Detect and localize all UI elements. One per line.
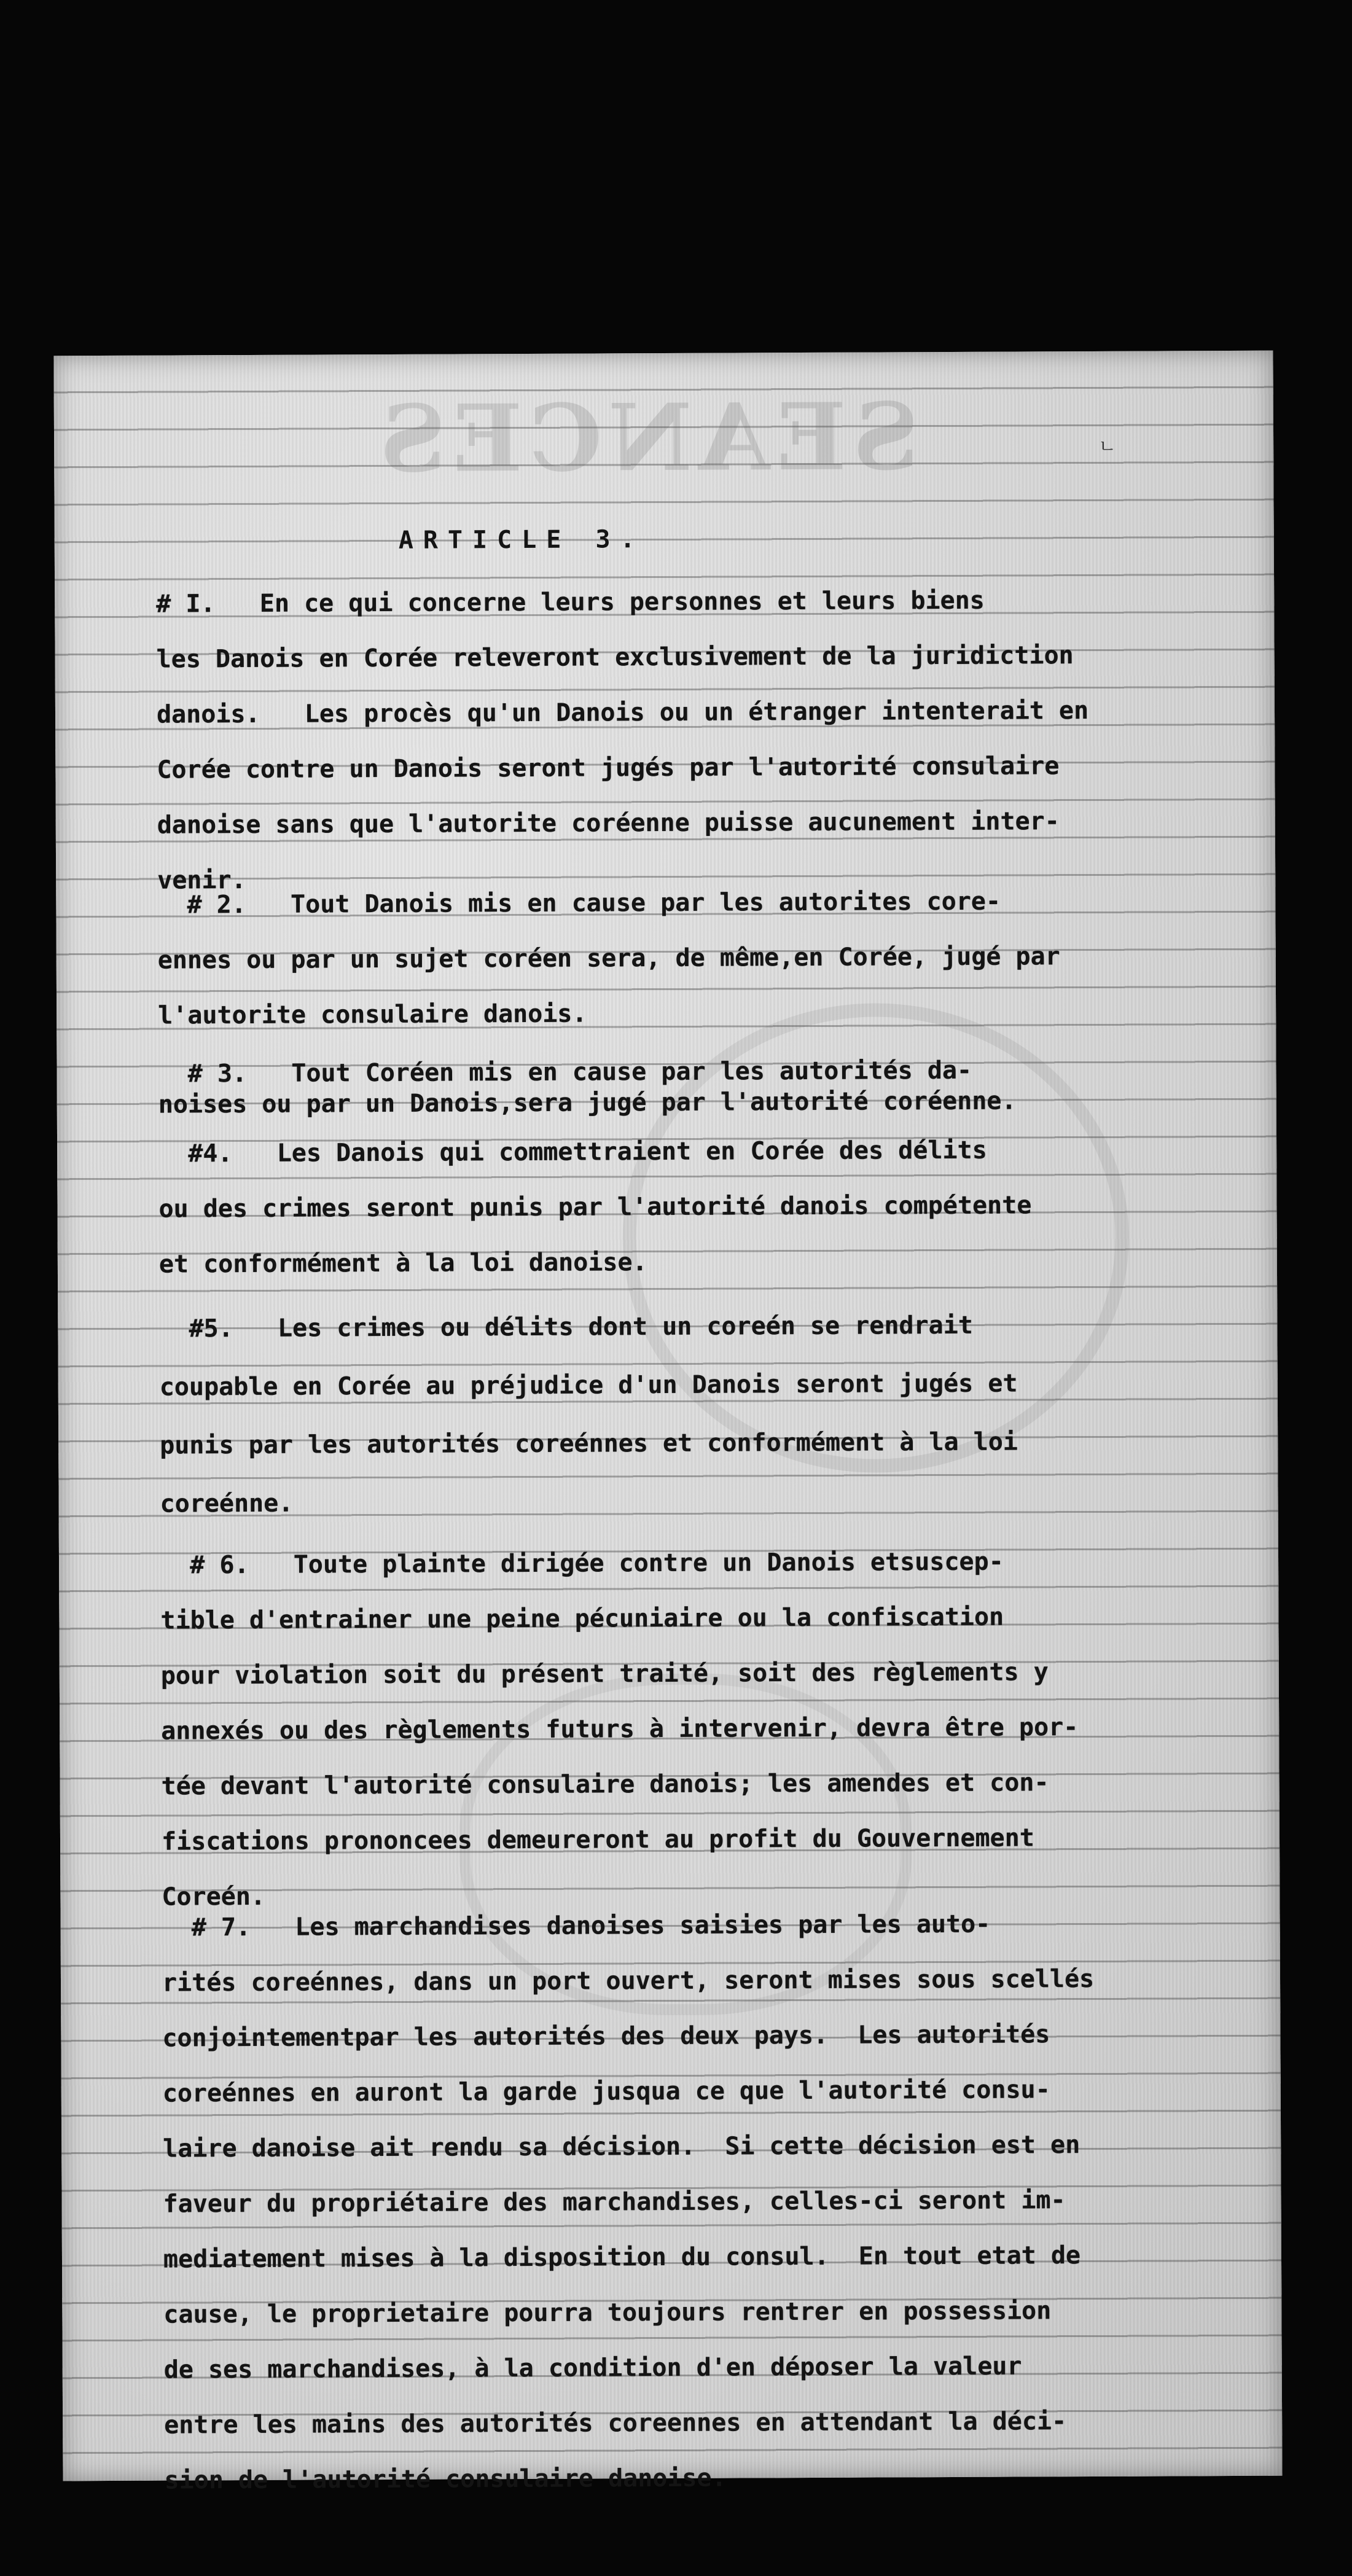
text-line: # 2. Tout Danois mis en cause par les autorites core- — [157, 887, 1001, 919]
text-line: Coreén. — [162, 1882, 266, 1911]
bleed-through-stamp: SEANCES — [373, 383, 920, 494]
text-line: tible d'entrainer une peine pécuniaire ou la confiscation — [160, 1602, 1004, 1635]
text-line: danoise sans que l'autorite coréenne puisse aucunement inter- — [157, 807, 1060, 840]
article-title: ARTICLE 3. — [398, 525, 645, 555]
text-line: # 6. Toute plainte dirigée contre un Danois etsuscep- — [160, 1547, 1004, 1580]
text-line: sion de l'autorité consulaire danoise. — [164, 2464, 727, 2495]
text-line: coupable en Corée au préjudice d'un Danois seront jugés et — [159, 1369, 1018, 1402]
text-line: Corée contre un Danois seront jugés par l'autorité consulaire — [157, 752, 1060, 784]
text-line: ennes ou par un sujet coréen sera, de même,en Corée, jugé par — [157, 942, 1060, 975]
text-line: mediatement mises à la disposition du consul. En tout etat de — [163, 2241, 1081, 2274]
text-line: noises ou par un Danois,sera jugé par l'autorité coréenne. — [158, 1087, 1017, 1119]
text-line: laire danoise ait rendu sa décision. Si cette décision est en — [163, 2131, 1080, 2163]
text-line: coreénne. — [160, 1489, 294, 1518]
text-line: et conformément à la loi danoise. — [158, 1248, 647, 1279]
text-line: ou des crimes seront punis par l'autorité danois compétente — [158, 1191, 1032, 1224]
text-line: # 3. Tout Coréen mis en cause par les autorités da- — [158, 1056, 972, 1088]
text-line: #5. Les crimes ou délits dont un coreén se rendrait — [159, 1311, 973, 1343]
text-line: pour violation soit du présent traité, soit des règlements y — [160, 1658, 1049, 1690]
text-line: fiscations prononcees demeureront au profit du Gouvernement — [161, 1824, 1034, 1856]
document-sheet — [53, 351, 1282, 2495]
text-line: entre les mains des autorités coreennes en attendant la déci- — [164, 2407, 1067, 2440]
text-line: cause, le proprietaire pourra toujours rentrer en possession — [163, 2297, 1052, 2329]
text-line: coreénnes en auront la garde jusqua ce que l'autorité consu- — [162, 2075, 1050, 2108]
text-line: venir. — [157, 865, 246, 895]
text-line: rités coreénnes, dans un port ouvert, seront mises sous scellés — [162, 1964, 1095, 1997]
text-line: # I. En ce qui concerne leurs personnes et leurs biens — [156, 586, 985, 619]
text-line: faveur du propriétaire des marchandises, celles-ci seront im- — [163, 2186, 1066, 2219]
text-line: annexés ou des règlements futurs à intervenir, devra être por- — [161, 1713, 1079, 1746]
text-line: tée devant l'autorité consulaire danois; les amendes et con- — [161, 1768, 1049, 1801]
pencil-mark: ㄴ — [1098, 435, 1117, 458]
text-line: danois. Les procès qu'un Danois ou un étranger intenterait en — [156, 697, 1089, 729]
text-line: conjointementpar les autorités des deux pays. Les autorités — [162, 2020, 1050, 2053]
text-line: punis par les autorités coreénnes et conformément à la loi — [160, 1427, 1018, 1460]
text-line: de ses marchandises, à la condition d'en déposer la valeur — [163, 2352, 1022, 2384]
text-line: l'autorite consulaire danois. — [158, 999, 587, 1030]
text-line: les Danois en Corée releveront exclusivement de la juridiction — [156, 641, 1074, 674]
text-line: # 7. Les marchandises danoises saisies par les auto- — [162, 1910, 991, 1942]
text-line: #4. Les Danois qui commettraient en Corée des délits — [158, 1136, 987, 1168]
